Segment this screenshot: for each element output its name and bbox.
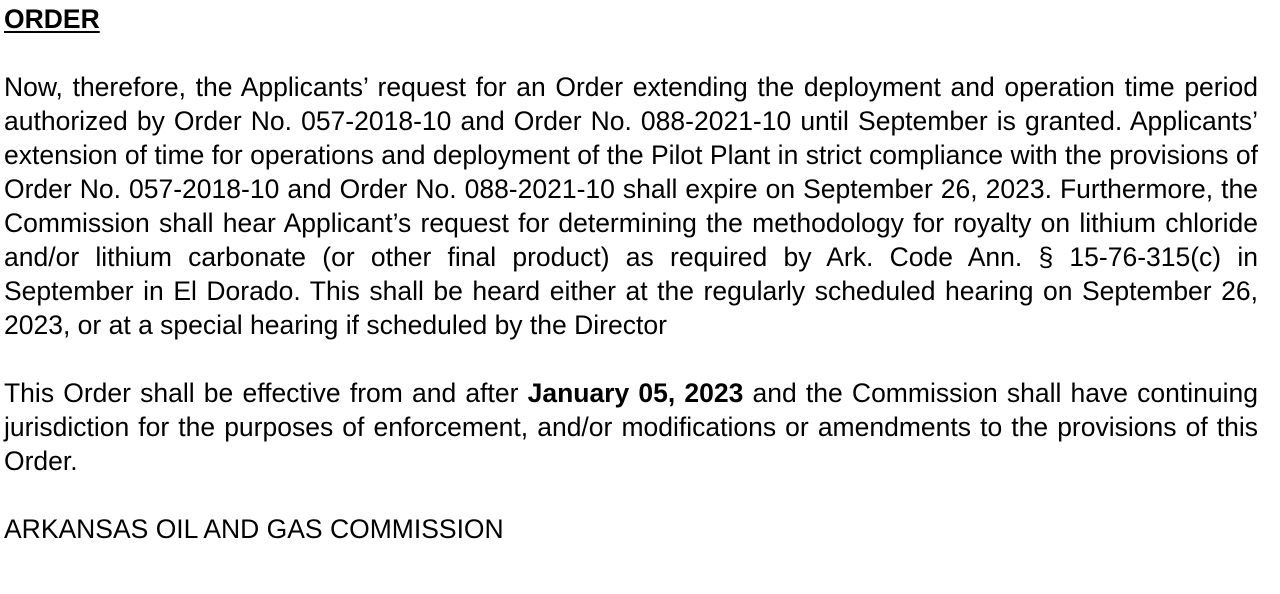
effective-text-after: and the Commission shall have continuing jurisdiction for the purposes of enforcement, and/or modifications or amendments to the provisions of this Order. (4, 378, 1258, 476)
effective-date-paragraph (4, 376, 1258, 478)
order-paragraph: Now, therefore, the Applicants’ request for an Order extending the deployment and operation time period authorized by Order No. 057-2018-10 and Order No. 088-2021-10 until September is granted. Applicants’ extension of time for operations and deployment of the Pilot Plant in strict compliance with the provisions of Order No. 057-2018-10 and Order No. 088-2021-10 shall expire on September 26, 2023. Furthermore, the Commission shall hear Applicant’s request for determining the methodology for royalty on lithium chloride and/or lithium carbonate (or other final product) as required by Ark. Code Ann. § 15-76-315(c) in September in El Dorado. This shall be heard either at the regularly scheduled hearing on September 26, 2023, or at a special hearing if scheduled by the Director (4, 72, 1258, 340)
effective-text-before: This Order shall be effective from and after (4, 378, 528, 408)
effective-date: January 05, 2023 (527, 378, 744, 408)
section-heading: ORDER (4, 4, 100, 34)
spacer (4, 478, 1258, 512)
spacer (4, 342, 1258, 376)
spacer (4, 36, 1258, 70)
order-document (4, 2, 1258, 546)
commission-name: ARKANSAS OIL AND GAS COMMISSION (4, 514, 504, 544)
